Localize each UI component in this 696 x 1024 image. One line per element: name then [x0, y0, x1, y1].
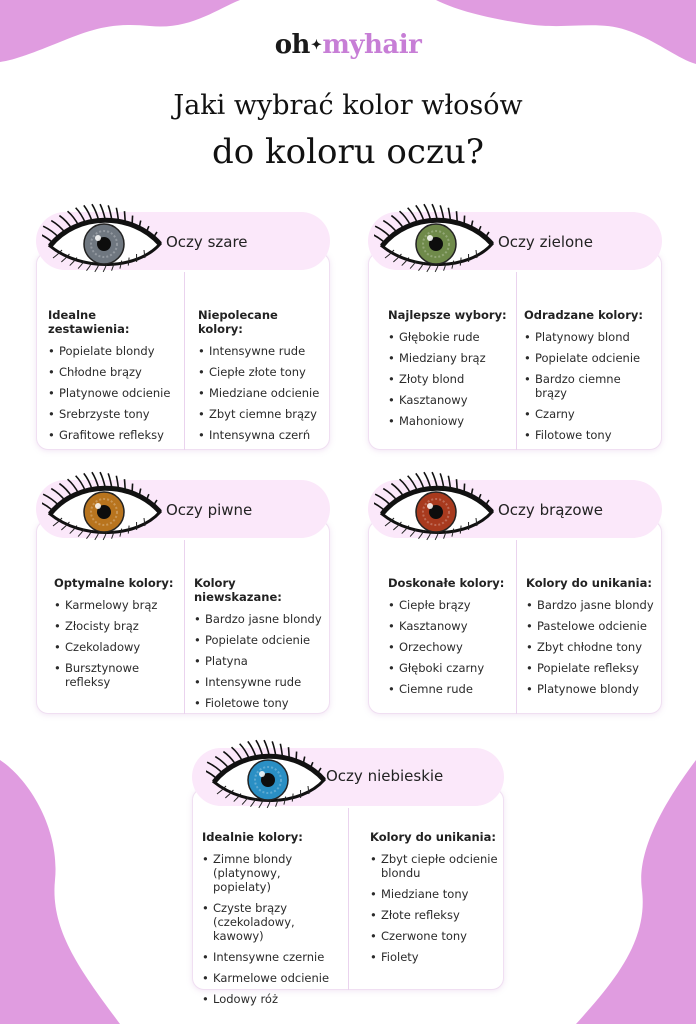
- list-item: • Głębokie rude: [388, 330, 510, 344]
- list-item: • Miedziany brąz: [388, 351, 510, 365]
- column-heading: Najlepsze wybory:: [388, 308, 507, 322]
- column-heading: Odradzane kolory:: [524, 308, 643, 322]
- list-item: • Ciepłe złote tony: [198, 365, 324, 379]
- card-title: Oczy zielone: [498, 233, 593, 251]
- page-title-line-2: do koloru oczu?: [212, 132, 484, 172]
- avoid-colors-column: [198, 308, 324, 449]
- column-divider: [348, 808, 349, 990]
- list-item: • Karmelowe odcienie: [202, 971, 342, 985]
- column-heading: Doskonałe kolory:: [388, 576, 505, 590]
- color-list: [524, 330, 656, 442]
- color-list: [194, 612, 324, 710]
- color-list: [198, 344, 324, 442]
- color-list: [388, 330, 510, 428]
- eye-icon: [42, 202, 166, 286]
- column-heading: Kolory niewskazane:: [194, 576, 282, 604]
- logo-star-icon: ✦: [310, 38, 322, 53]
- column-heading: Kolory do unikania:: [370, 830, 496, 844]
- list-item: • Intensywne rude: [194, 675, 324, 689]
- list-item: • Czyste brązy (czekoladowy, kawowy): [202, 901, 342, 943]
- color-list: [388, 598, 510, 696]
- column-divider: [184, 272, 185, 450]
- column-heading: Niepolecane kolory:: [198, 308, 278, 336]
- recommended-colors-column: [388, 576, 510, 703]
- decorative-blob-bottom-left: [0, 740, 140, 1024]
- list-item: • Platynowe odcienie: [48, 386, 178, 400]
- decorative-blob-bottom-right: [556, 740, 696, 1024]
- list-item: • Platyna: [194, 654, 324, 668]
- list-item: • Intensywne czernie: [202, 950, 342, 964]
- list-item: • Platynowe blondy: [526, 682, 656, 696]
- list-item: • Złocisty brąz: [54, 619, 178, 633]
- list-item: • Ciemne rude: [388, 682, 510, 696]
- list-item: • Miedziane odcienie: [198, 386, 324, 400]
- list-item: • Głęboki czarny: [388, 661, 510, 675]
- avoid-colors-column: [526, 576, 656, 703]
- list-item: • Złote refleksy: [370, 908, 498, 922]
- list-item: • Kasztanowy: [388, 619, 510, 633]
- eye-color-card: [192, 748, 504, 1006]
- list-item: • Karmelowy brąz: [54, 598, 178, 612]
- list-item: • Filotowe tony: [524, 428, 656, 442]
- list-item: • Kasztanowy: [388, 393, 510, 407]
- list-item: • Popielate blondy: [48, 344, 178, 358]
- card-title: Oczy piwne: [166, 501, 253, 519]
- recommended-colors-column: [202, 830, 342, 1013]
- list-item: • Mahoniowy: [388, 414, 510, 428]
- column-heading: Idealne zestawienia:: [48, 308, 130, 336]
- eye-icon: [374, 470, 498, 554]
- eye-color-card: [368, 212, 662, 450]
- card-title: Oczy brązowe: [498, 501, 603, 519]
- column-heading: Optymalne kolory:: [54, 576, 174, 590]
- list-item: • Bardzo ciemne brązy: [524, 372, 656, 400]
- list-item: • Pastelowe odcienie: [526, 619, 656, 633]
- color-list: [370, 852, 498, 964]
- color-list: [526, 598, 656, 696]
- eye-color-card: [368, 480, 662, 714]
- page-title-line-1: Jaki wybrać kolor włosów: [173, 90, 523, 121]
- list-item: • Czerwone tony: [370, 929, 498, 943]
- column-divider: [516, 540, 517, 714]
- eye-icon: [42, 470, 166, 554]
- eye-icon: [374, 202, 498, 286]
- column-divider: [516, 272, 517, 450]
- list-item: • Zbyt chłodne tony: [526, 640, 656, 654]
- eye-icon: [206, 738, 330, 822]
- eye-color-card: [36, 212, 330, 450]
- column-divider: [184, 540, 185, 714]
- list-item: • Chłodne brązy: [48, 365, 178, 379]
- list-item: • Fiolety: [370, 950, 498, 964]
- list-item: • Intensywne rude: [198, 344, 324, 358]
- list-item: • Czekoladowy: [54, 640, 178, 654]
- brand-logo[interactable]: [0, 30, 696, 60]
- recommended-colors-column: [388, 308, 510, 435]
- card-title: Oczy niebieskie: [326, 767, 444, 785]
- list-item: • Bardzo jasne blondy: [194, 612, 324, 626]
- list-item: • Intensywna czerń: [198, 428, 324, 442]
- avoid-colors-column: [194, 576, 324, 717]
- list-item: • Czarny: [524, 407, 656, 421]
- list-item: • Zimne blondy (platynowy, popielaty): [202, 852, 342, 894]
- recommended-colors-column: [48, 308, 178, 449]
- column-heading: Idealnie kolory:: [202, 830, 303, 844]
- list-item: • Fioletowe tony: [194, 696, 324, 710]
- list-item: • Ciepłe brązy: [388, 598, 510, 612]
- list-item: • Grafitowe refleksy: [48, 428, 178, 442]
- list-item: • Orzechowy: [388, 640, 510, 654]
- list-item: • Miedziane tony: [370, 887, 498, 901]
- card-title: Oczy szare: [166, 233, 248, 251]
- color-list: [48, 344, 178, 442]
- color-list: [202, 852, 342, 1006]
- logo-oh: oh: [274, 30, 310, 60]
- recommended-colors-column: [54, 576, 178, 696]
- avoid-colors-column: [524, 308, 656, 449]
- list-item: • Zbyt ciemne brązy: [198, 407, 324, 421]
- list-item: • Lodowy róż: [202, 992, 342, 1006]
- list-item: • Bardzo jasne blondy: [526, 598, 656, 612]
- list-item: • Popielate odcienie: [194, 633, 324, 647]
- eye-color-card: [36, 480, 330, 714]
- list-item: • Popielate odcienie: [524, 351, 656, 365]
- list-item: • Złoty blond: [388, 372, 510, 386]
- logo-myhair: myhair: [322, 30, 422, 60]
- avoid-colors-column: [370, 830, 498, 971]
- color-list: [54, 598, 178, 689]
- list-item: • Zbyt ciepłe odcienie blondu: [370, 852, 498, 880]
- list-item: • Platynowy blond: [524, 330, 656, 344]
- list-item: • Bursztynowe refleksy: [54, 661, 178, 689]
- list-item: • Srebrzyste tony: [48, 407, 178, 421]
- column-heading: Kolory do unikania:: [526, 576, 652, 590]
- list-item: • Popielate refleksy: [526, 661, 656, 675]
